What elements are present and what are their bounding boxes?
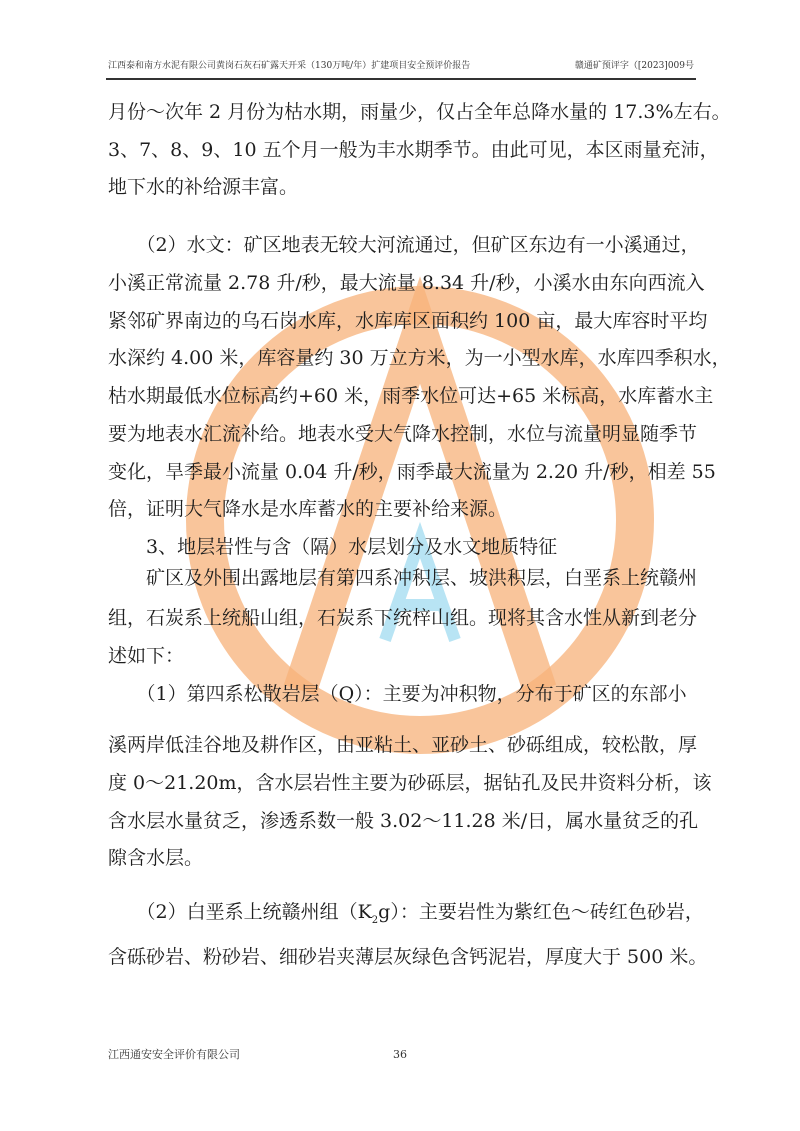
line-text: 小溪正常流量 2.78 升/秒，最大流量 8.34 升/秒，小溪水由东向西流入 [108, 272, 705, 294]
text-line [108, 846, 203, 870]
footer-company: 江西通安安全评价有限公司 [108, 1048, 240, 1061]
line-text: 枯水期最低水位标高约+60 米，雨季水位可达+65 米标高，水库蓄水主 [108, 385, 714, 407]
line-text: 3、7、8、9、10 五个月一般为丰水期季节。由此可见，本区雨量充沛， [108, 139, 719, 161]
line-text: 变化，旱季最小流量 0.04 升/秒，雨季最大流量为 2.20 升/秒，相差 55 [108, 461, 716, 483]
text-line [108, 309, 707, 333]
text-line [108, 460, 716, 484]
line-text: 矿区及外围出露地层有第四系冲积层、坡洪积层，白垩系上统赣州 [108, 567, 698, 589]
text-line [108, 422, 697, 446]
header-report-title: 江西泰和南方水泥有限公司黄岗石灰石矿露天开采（130万吨/年）扩建项目安全预评价报告 [108, 61, 471, 71]
header-divider [106, 78, 696, 80]
text-line [108, 644, 184, 668]
line-text: 含水层水量贫乏，渗透系数一般 3.02～11.28 米/日，属水量贫乏的孔 [108, 810, 699, 832]
text-line [108, 682, 687, 706]
page-number: 36 [393, 1048, 407, 1061]
line-text: 3、地层岩性与含（隔）水层划分及水文地质特征 [108, 536, 558, 558]
line-text: 倍，证明大气降水是水库蓄水的主要补给来源。 [108, 498, 508, 520]
text-line [108, 809, 698, 833]
header-doc-number: 赣通矿预评字（[2023]009号 [574, 61, 694, 71]
line-text: 组，石炭系上统船山组，石炭系下统梓山组。现将其含水性从新到老分 [108, 607, 698, 629]
text-line [108, 138, 719, 162]
text-line [108, 566, 697, 590]
line-text: （2）水文：矿区地表无较大河流通过，但矿区东边有一小溪通过， [108, 234, 700, 256]
line-text: 要为地表水汇流补给。地表水受大气降水控制，水位与流量明显随季节 [108, 423, 698, 445]
text-line [108, 497, 507, 521]
text-line [108, 175, 298, 199]
text-line [108, 945, 707, 969]
text-line [108, 233, 700, 257]
text-line [108, 384, 713, 408]
line-text: 水深约 4.00 米，库容量约 30 万立方米，为一小型水库，水库四季积水， [108, 347, 731, 369]
line-text: 含砾砂岩、粉砂岩、细砂岩夹薄层灰绿色含钙泥岩，厚度大于 500 米。 [108, 946, 708, 968]
subscript: 2 [371, 914, 379, 926]
line-text: （1）第四系松散岩层（Q）：主要为冲积物，分布于矿区的东部小 [108, 683, 687, 705]
text-line [108, 100, 731, 124]
line-text: （2）白垩系上统赣州组（K [108, 901, 372, 923]
line-text: 隙含水层。 [108, 847, 204, 869]
text-line [108, 606, 697, 630]
text-line [108, 733, 697, 757]
line-text: 紧邻矿界南边的乌石岗水库，水库库区面积约 100 亩，最大库容时平均 [108, 310, 708, 332]
line-text: 地下水的补给源丰富。 [108, 176, 299, 198]
text-line [108, 900, 704, 933]
line-text: 月份～次年 2 月份为枯水期，雨量少，仅占全年总降水量的 17.3%左右。 [108, 101, 731, 123]
line-text: 述如下： [108, 645, 185, 667]
text-line [108, 271, 705, 295]
text-line [108, 771, 712, 795]
line-text: 度 0～21.20m，含水层岩性主要为砂砾层，据钻孔及民井资料分析，该 [108, 772, 712, 794]
text-line [108, 346, 731, 370]
line-text: g）：主要岩性为紫红色～砖红色砂岩， [378, 901, 704, 923]
text-line [108, 535, 557, 559]
line-text: 溪两岸低洼谷地及耕作区，由亚粘土、亚砂土、砂砾组成，较松散，厚 [108, 734, 698, 756]
